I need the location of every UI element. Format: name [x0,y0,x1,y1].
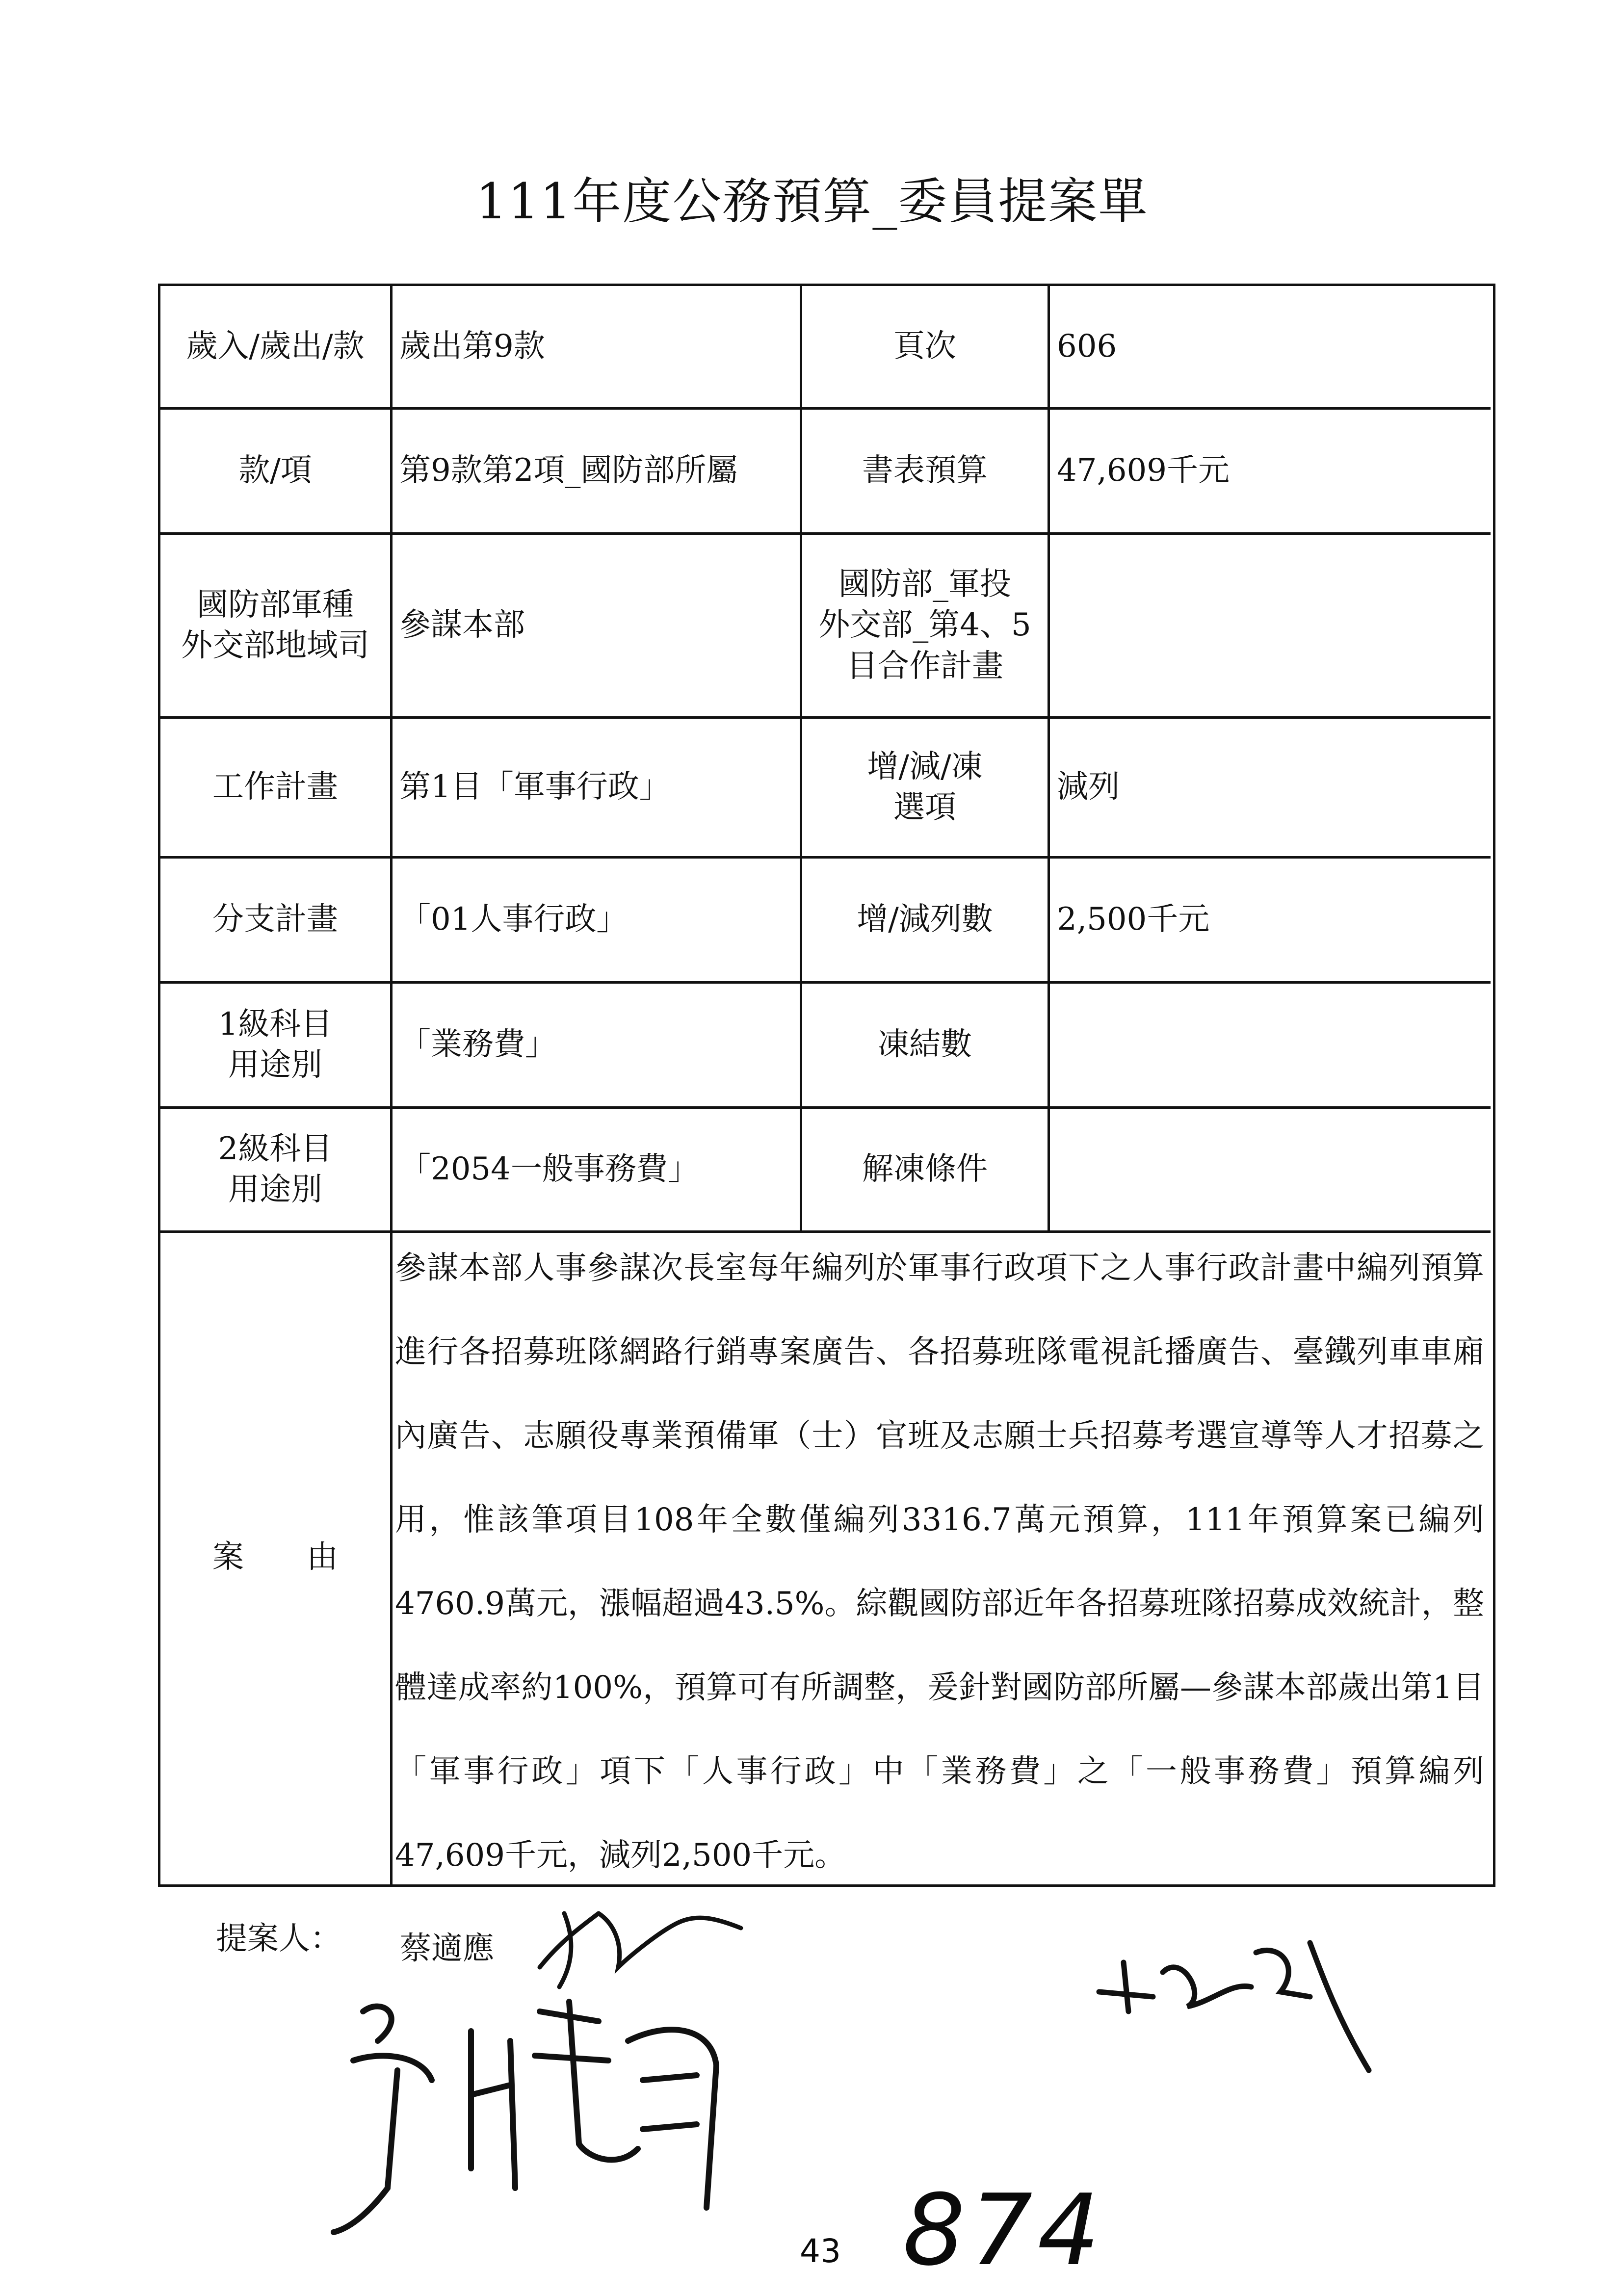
row-5-value: 「01人事行政」 [399,901,628,938]
row-1-value2: 606 [1057,328,1117,365]
row-5-label: 分支計畫 [212,901,338,938]
row-2-value2: 47,609千元 [1057,452,1230,489]
reason-text: 參謀本部人事參謀次長室每年編列於軍事行政項下之人事行政計畫中編列預算進行各招募班隊網路行銷專案廣告、各招募班隊電視託播廣告、臺鐵列車車廂內廣告、志願役專業預備軍（士）官班及志願士兵招募考選宣導等人才招募之用，惟該筆項目108年全數僅編列3316.7萬元預算，111年預算案已編列4760.9萬元，漲幅超過43.5%。綜觀國防部近年各招募班隊招募成效統計，整體達成率約100%，預算可有所調整，爰針對國防部所屬—參謀本部歲出第1目「軍事行政」項下「人事行政」中「業務費」之「一般事務費」預算編列47,609千元，減列2,500千元。 [395,1250,1484,1874]
row-3-value: 參謀本部 [399,607,525,644]
row-5-label2: 增/減列數 [857,901,993,938]
row-7-label [160,1109,390,1230]
row-4-value2: 減列 [1057,769,1120,806]
row-6-label-line: 1級科目 [218,1006,333,1043]
row-3-label-line: 外交部地域司 [181,627,369,664]
row-6-label2: 凍結數 [878,1026,972,1063]
row-4-label2-line: 選項 [893,789,956,826]
row-7-value: 「2054一般事務費」 [399,1151,699,1188]
signature-scribble [1094,1923,1388,2080]
page-mark-large: 874 [903,2173,1105,2288]
row-3-label2-line: 目合作計畫 [846,648,1003,684]
row-7-value2 [1050,1109,1489,1230]
page-mark-small: 43 [800,2232,841,2270]
proposer-label: 提案人： [216,1921,341,1957]
row-7-label-line: 2級科目 [218,1130,333,1167]
row-3-label2 [802,535,1048,716]
row-4-label: 工作計畫 [212,769,338,806]
signature-scribble [324,1982,746,2237]
row-4-label2-line: 增/減/凍 [867,748,983,785]
row-1-label2: 頁次 [893,328,956,365]
reason-label: 案 由 [212,1539,338,1575]
row-6-label [160,984,390,1106]
row-3-value2 [1050,535,1489,716]
proposer-name: 蔡適應 [400,1931,494,1967]
row-3-label [160,535,390,716]
row-5-value2: 2,500千元 [1057,901,1210,938]
row-1-value: 歲出第9款 [399,328,545,365]
row-6-label-line: 用途別 [228,1047,322,1083]
row-1-label: 歲入/歲出/款 [186,328,365,365]
row-3-label2-line: 國防部_軍投 [838,566,1011,603]
row-7-label-line: 用途別 [228,1172,322,1208]
document-title: 111年度公務預算_委員提案單 [475,173,1149,230]
row-6-value: 「業務費」 [399,1026,556,1063]
signature-scribble [530,1884,746,1992]
row-4-value: 第1目「軍事行政」 [399,769,671,806]
row-2-label: 款/項 [238,452,312,489]
row-3-label2-line: 外交部_第4、5 [818,607,1031,644]
row-2-value: 第9款第2項_國防部所屬 [399,452,738,489]
row-2-label2: 書表預算 [862,452,988,489]
row-3-label-line: 國防部軍種 [197,586,354,623]
row-7-label2: 解凍條件 [862,1151,988,1188]
row-4-label2 [802,719,1048,856]
row-6-value2 [1050,984,1489,1106]
